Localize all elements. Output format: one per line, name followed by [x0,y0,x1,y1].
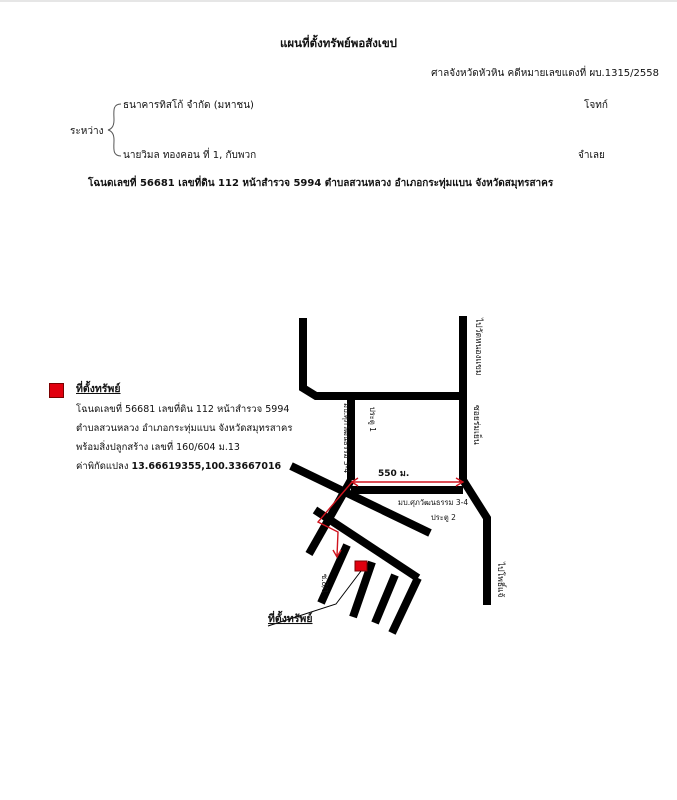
page-title: แผนที่ตั้งทรัพย์พอสังเขป [280,36,397,50]
legend-line-1: โฉนดเลขที่ 56681 เลขที่ดิน 112 หน้าสำรวจ 5994 [76,404,290,415]
road-top-left [303,318,463,396]
legend-coord-label: ค่าพิกัดแปลง [76,461,129,472]
property-marker [355,561,367,571]
between-label: ระหว่าง [70,126,104,137]
legend-coord-value: 13.66619355,100.33667016 [131,461,282,472]
label-gate-1: ประตู 1 [368,407,377,432]
label-village-vertical: มบ.ศุภวัฒนธรรม 3-4 [342,403,351,474]
defendant-name: นายวิมล ทองคอน ที่ 1, กับพวก [123,150,257,161]
court-case-number: ศาลจังหวัดหัวหิน คดีหมายเลขแดงที่ ผบ.1315/2558 [431,68,659,79]
label-property: ที่ตั้งทรัพย์ [268,613,313,625]
legend-line-3: พร้อมสิ่งปลูกสร้าง เลขที่ 160/604 ม.13 [76,442,240,453]
road-branch-4 [392,578,418,633]
label-soi-short: ซ.8/1 [320,574,329,594]
legend-title: ที่ตั้งทรัพย์ [76,383,121,395]
label-distance: 550 ม. [378,469,410,479]
plaintiff-role: โจทก์ [584,100,608,111]
label-soi-romyen: ซอยร่มเย็น [471,405,481,445]
label-village-horizontal: มบ.ศุภวัฒนธรรม 3-4 [398,498,469,507]
legend-line-2: ตำบลสวนหลวง อำเภอกระทุ่มแบน จังหวัดสมุทรสาคร [76,423,293,434]
deed-description: โฉนดเลขที่ 56681 เลขที่ดิน 112 หน้าสำรวจ 5994 ตำบลสวนหลวง อำเภอกระทุ่มแบน จังหวัดสมุทรสาคร [88,178,554,189]
plaintiff-name: ธนาคารทิสโก้ จำกัด (มหาชน) [123,100,254,111]
road-branch-3 [375,575,395,623]
label-to-phet: ไปโพธิ์แจ้ [495,562,505,598]
defendant-role: จำเลย [578,150,605,161]
label-gate-2: ประตู 2 [431,513,456,522]
label-to-wat: ไปวัดหนองแขม [473,318,483,376]
